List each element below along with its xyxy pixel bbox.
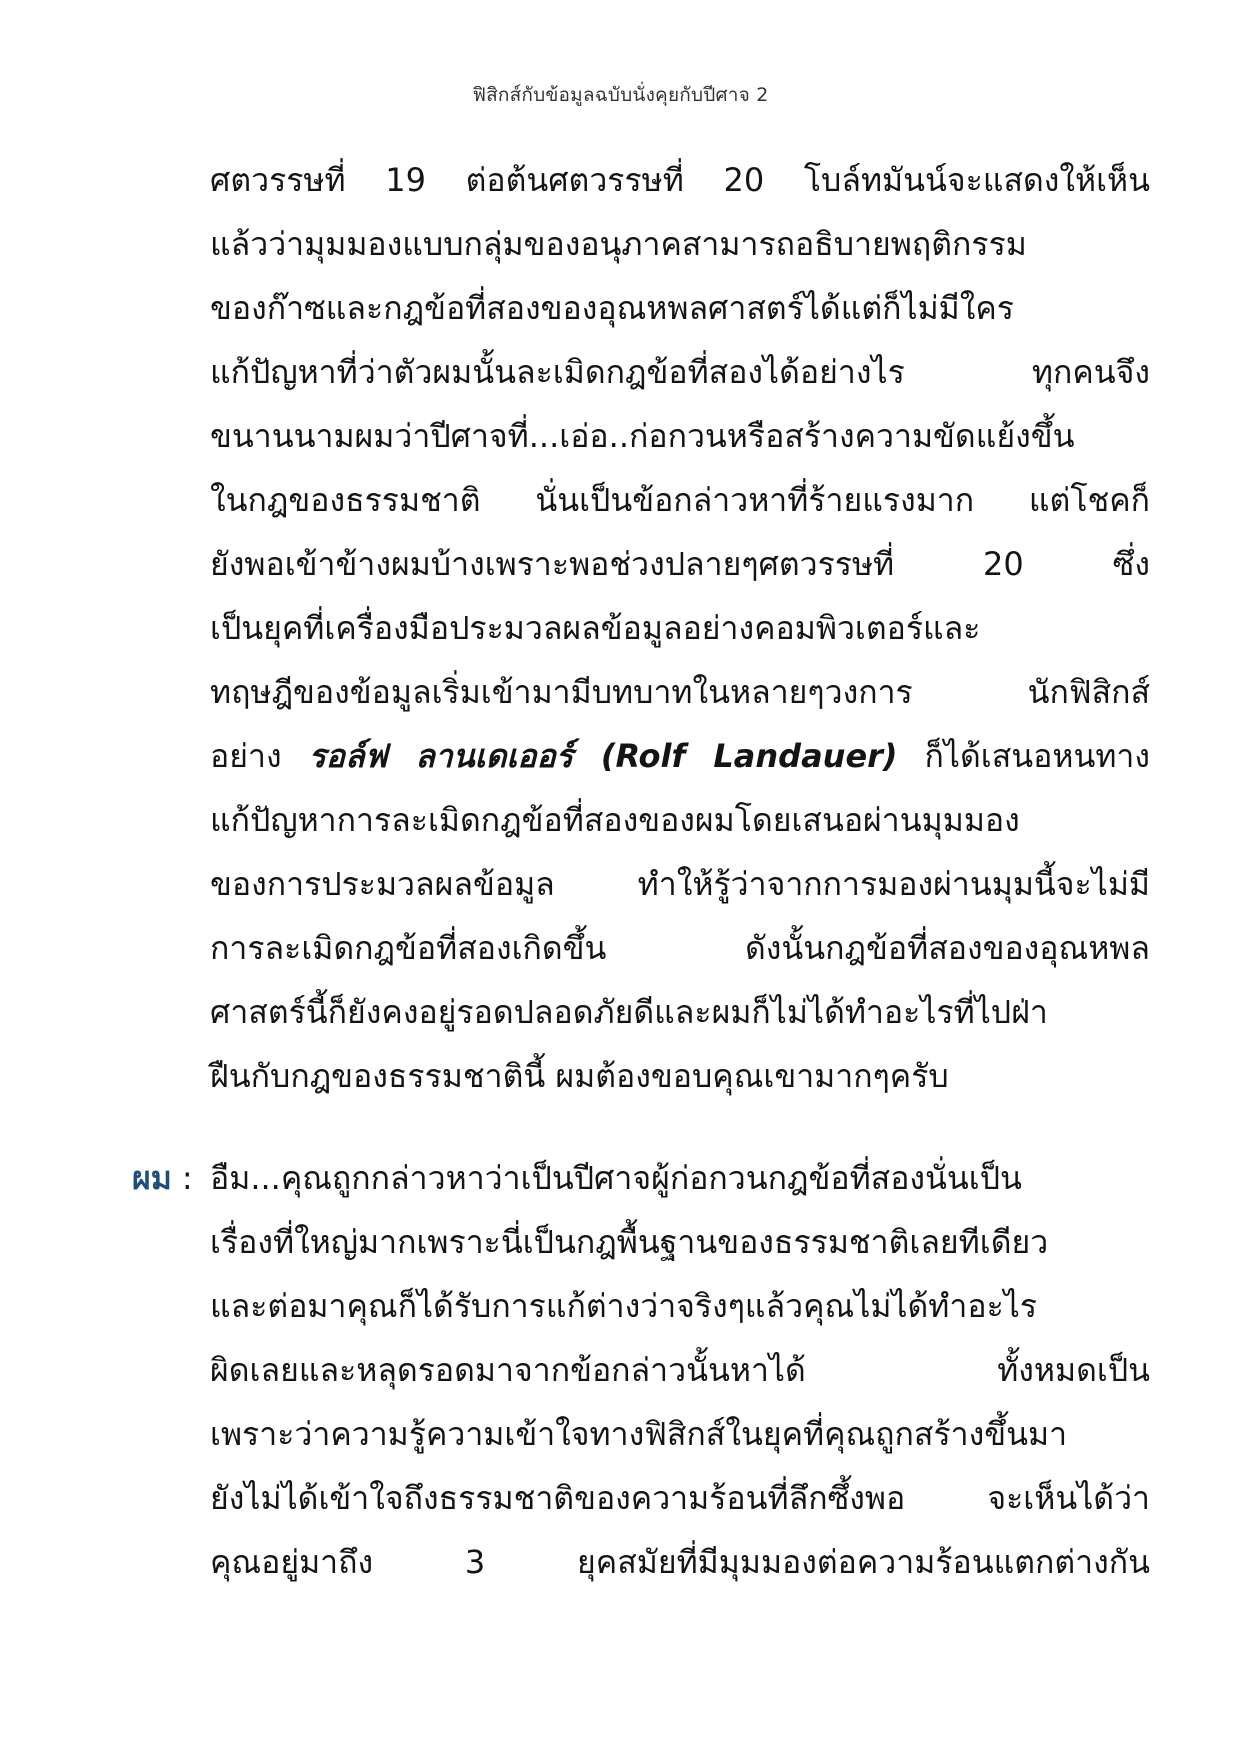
text-line: ทฤษฎีของข้อมูลเริ่มเข้ามามีบทบาทในหลายๆวงการ นักฟิสิกส์ [210, 673, 1150, 711]
text-line: แก้ปัญหาที่ว่าตัวผมนั้นละเมิดกฎข้อที่สองได้อย่างไร ทุกคนจึง [210, 353, 1150, 391]
text-line: อืม...คุณถูกกล่าวหาว่าเป็นปีศาจผู้ก่อกวนกฎข้อที่สองนั่นเป็น [210, 1159, 1022, 1197]
speaker-name: ผม [132, 1159, 172, 1197]
text-line: ศาสตร์นี้ก็ยังคงอยู่รอดปลอดภัยดีและผมก็ไม่ได้ทำอะไรที่ไปฝ่า [210, 993, 1048, 1031]
person-name-emphasis: รอล์ฟ ลานเดเออร์ (Rolf Landauer) [308, 737, 898, 775]
text-line: คุณอยู่มาถึง 3 ยุคสมัยที่มีมุมมองต่อความร้อนแตกต่างกัน [210, 1543, 1150, 1581]
text-fragment: ก็ได้เสนอหนทาง [897, 737, 1151, 775]
text-line: ของก๊าซและกฎข้อที่สองของอุณหพลศาสตร์ได้แต่ก็ไม่มีใคร [210, 289, 1014, 327]
text-line-with-name [210, 724, 1150, 788]
text-line: ในกฎของธรรมชาติ นั่นเป็นข้อกล่าวหาที่ร้ายแรงมาก แต่โชคก็ [210, 481, 1150, 519]
speaker-colon: : [181, 1159, 193, 1197]
text-line: การละเมิดกฎข้อที่สองเกิดขึ้น ดังนั้นกฎข้อที่สองของอุณหพล [210, 929, 1150, 967]
text-line: เรื่องที่ใหญ่มากเพราะนี่เป็นกฎพื้นฐานของธรรมชาติเลยทีเดียว [210, 1223, 1049, 1261]
dialogue-paragraph [132, 1146, 1150, 1594]
text-line: เพราะว่าความรู้ความเข้าใจทางฟิสิกส์ในยุคที่คุณถูกสร้างขึ้นมา [210, 1415, 1068, 1453]
speaker-label [132, 1146, 193, 1210]
text-line: ผิดเลยและหลุดรอดมาจากข้อกล่าวนั้นหาได้ ทั้งหมดเป็น [210, 1351, 1150, 1389]
running-header: ฟิสิกส์กับข้อมูลฉบับนั่งคุยกับปีศาจ 2 [472, 84, 769, 106]
text-line: เป็นยุคที่เครื่องมือประมวลผลข้อมูลอย่างคอมพิวเตอร์และ [210, 609, 981, 647]
text-line: และต่อมาคุณก็ได้รับการแก้ต่างว่าจริงๆแล้วคุณไม่ได้ทำอะไร [210, 1287, 1038, 1325]
text-line: ฝืนกับกฎของธรรมชาตินี้ ผมต้องขอบคุณเขามากๆครับ [210, 1057, 949, 1095]
text-line: แก้ปัญหาการละเมิดกฎข้อที่สองของผมโดยเสนอผ่านมุมมอง [210, 801, 1020, 839]
text-line: แล้วว่ามุมมองแบบกลุ่มของอนุภาคสามารถอธิบายพฤติกรรม [210, 225, 1027, 263]
text-line: ยังไม่ได้เข้าใจถึงธรรมชาติของความร้อนที่ลึกซึ้งพอ จะเห็นได้ว่า [210, 1479, 1150, 1517]
text-line: ศตวรรษที่ 19 ต่อต้นศตวรรษที่ 20 โบล์ทมันน์จะแสดงให้เห็น [210, 161, 1150, 199]
text-line: ของการประมวลผลข้อมูล ทำให้รู้ว่าจากการมองผ่านมุมนี้จะไม่มี [210, 865, 1150, 903]
text-fragment: อย่าง [210, 737, 309, 775]
text-line: ขนานนามผมว่าปีศาจที่...เอ่อ..ก่อกวนหรือสร้างความขัดแย้งขึ้น [210, 417, 1075, 455]
narrative-paragraph [210, 148, 1150, 1108]
text-line: ยังพอเข้าข้างผมบ้างเพราะพอช่วงปลายๆศตวรรษที่ 20 ซึ่ง [210, 545, 1150, 583]
